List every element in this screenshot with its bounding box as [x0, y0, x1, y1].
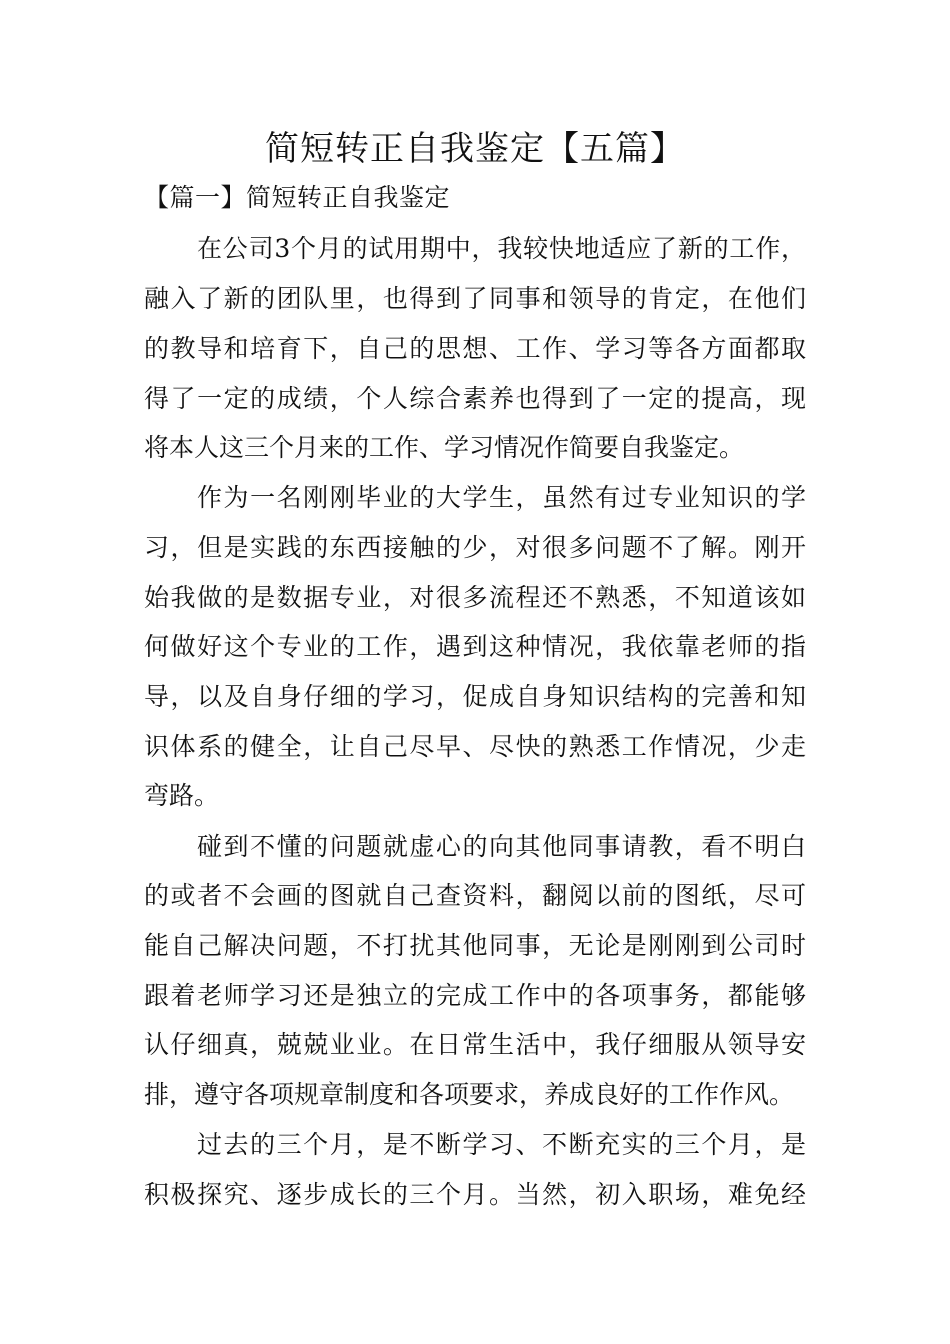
section-heading: 【篇一】简短转正自我鉴定 [144, 183, 451, 212]
paragraph-1-line-1: 在公司3个月的试用期中，我较快地适应了新的工作， [197, 234, 806, 263]
paragraph-1-line-2: 融入了新的团队里，也得到了同事和领导的肯定，在他们 [144, 284, 806, 313]
paragraph-3-line-3: 能自己解决问题，不打扰其他同事，无论是刚刚到公司时 [144, 931, 806, 960]
paragraph-2-line-3: 始我做的是数据专业，对很多流程还不熟悉，不知道该如 [144, 583, 806, 612]
paragraph-1-line-5: 将本人这三个月来的工作、学习情况作简要自我鉴定。 [144, 433, 745, 462]
paragraph-2-line-1: 作为一名刚刚毕业的大学生，虽然有过专业知识的学 [197, 483, 806, 512]
paragraph-2-line-6: 识体系的健全，让自己尽早、尽快的熟悉工作情况，少走 [144, 732, 806, 761]
paragraph-1-line-3: 的教导和培育下，自己的思想、工作、学习等各方面都取 [144, 334, 806, 363]
paragraph-1-line-4: 得了一定的成绩，个人综合素养也得到了一定的提高，现 [144, 384, 806, 413]
paragraph-3-line-2: 的或者不会画的图就自己查资料，翻阅以前的图纸，尽可 [144, 881, 806, 910]
paragraph-3-line-1: 碰到不懂的问题就虚心的向其他同事请教，看不明白 [197, 832, 806, 861]
paragraph-4-line-2: 积极探究、逐步成长的三个月。当然，初入职场，难免经 [144, 1180, 806, 1209]
paragraph-3-line-4: 跟着老师学习还是独立的完成工作中的各项事务，都能够 [144, 981, 806, 1010]
paragraph-2-line-5: 导，以及自身仔细的学习，促成自身知识结构的完善和知 [144, 682, 806, 711]
paragraph-3-line-6: 排，遵守各项规章制度和各项要求，养成良好的工作作风。 [144, 1080, 795, 1109]
paragraph-2-line-2: 习，但是实践的东西接触的少，对很多问题不了解。刚开 [144, 533, 806, 562]
document-title: 简短转正自我鉴定【五篇】 [265, 129, 685, 169]
paragraph-4-line-1: 过去的三个月，是不断学习、不断充实的三个月，是 [197, 1130, 806, 1159]
paragraph-3-line-5: 认仔细真，兢兢业业。在日常生活中，我仔细服从领导安 [144, 1030, 806, 1059]
paragraph-2-line-4: 何做好这个专业的工作，遇到这种情况，我依靠老师的指 [144, 632, 806, 661]
paragraph-2-line-7: 弯路。 [144, 781, 220, 810]
